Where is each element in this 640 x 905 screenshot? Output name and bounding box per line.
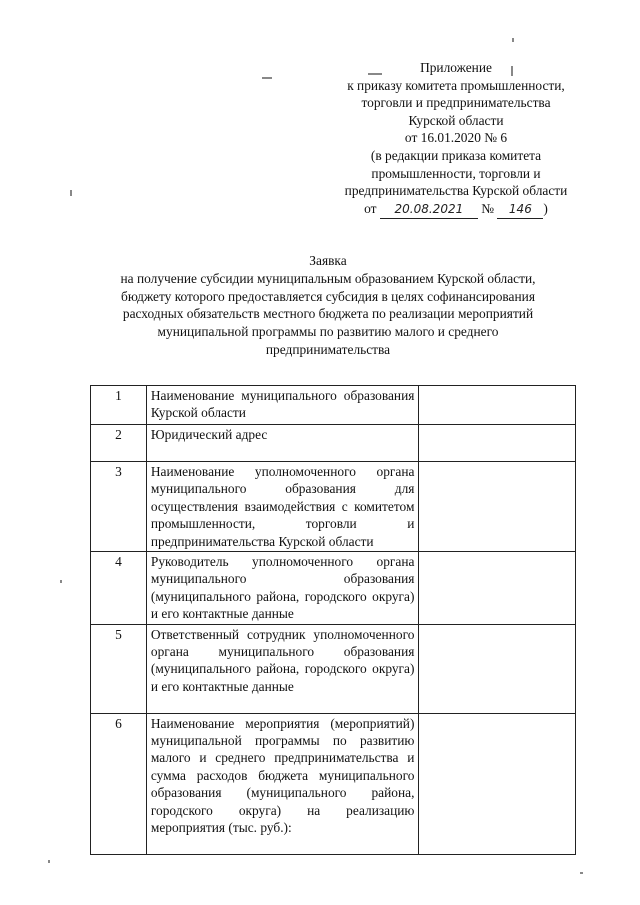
amendment-line [300, 200, 612, 220]
row-label: Юридический адрес [146, 425, 419, 462]
row-number: 4 [91, 552, 147, 625]
title-line: муниципальной программы по развитию малого и среднего [157, 324, 499, 340]
header-line: торговли и предпринимательства [361, 95, 551, 111]
application-table [90, 385, 576, 855]
row-label: Ответственный сотрудник уполномоченного органа муниципального образования (муниципального района, городского округа) и его контактные данные [146, 624, 419, 713]
handwritten-number: 146 [497, 201, 543, 220]
header-line: промышленности, торговли и [371, 165, 541, 181]
row-number: 3 [91, 462, 147, 552]
row-number: 6 [91, 713, 147, 854]
scan-speck [60, 580, 62, 583]
title-line: расходных обязательств местного бюджета по реализации мероприятий [122, 306, 534, 322]
header-line: (в редакции приказа комитета [370, 147, 542, 163]
handwritten-date: 20.08.2021 [380, 201, 478, 220]
row-label: Наименование уполномоченного органа муниципального образования для осуществления взаимодействия с комитетом промышленности, торговли и предпринимательства Курской области [146, 462, 419, 552]
table-row [91, 713, 576, 854]
row-value [419, 713, 576, 854]
header-line: предпринимательства Курской области [344, 183, 568, 199]
header-line: от 16.01.2020 № 6 [404, 130, 508, 146]
table-row [91, 624, 576, 713]
row-number: 1 [91, 386, 147, 425]
row-value [419, 425, 576, 462]
table-row [91, 552, 576, 625]
table-row [91, 425, 576, 462]
application-title [88, 252, 568, 359]
row-label: Наименование муниципального образования Курской области [146, 386, 419, 425]
scan-speck [512, 38, 514, 42]
scan-speck [580, 872, 583, 874]
title-line: на получение субсидии муниципальным образованием Курской области, [120, 270, 536, 286]
title-line: Заявка [309, 253, 347, 268]
row-value [419, 552, 576, 625]
table-row [91, 462, 576, 552]
row-label: Наименование мероприятия (мероприятий) муниципальной программы по развитию малого и среднего предпринимательства и сумма расходов бюджета муниципального образования (муниципального района, городского округа) на реализацию мероприятия (тыс. руб.): [146, 713, 419, 854]
close-paren: ) [543, 200, 548, 216]
row-label: Руководитель уполномоченного органа муниципального образования (муниципального района, городского округа) и его контактные данные [146, 552, 419, 625]
num-label: № [481, 200, 495, 216]
row-value [419, 386, 576, 425]
scan-speck [48, 860, 50, 863]
header-line: Приложение [420, 60, 492, 75]
header-line: Курской области [408, 112, 504, 128]
scan-speck [511, 66, 513, 76]
ot-label: от [364, 200, 377, 216]
row-number: 5 [91, 624, 147, 713]
header-line: к приказу комитета промышленности, [347, 77, 565, 93]
title-line: предпринимательства [265, 341, 391, 357]
scan-speck [262, 77, 272, 79]
scan-speck [368, 73, 382, 75]
appendix-header [300, 59, 612, 219]
row-number: 2 [91, 425, 147, 462]
row-value [419, 624, 576, 713]
title-line: бюджету которого предоставляется субсидия в целях софинансирования [121, 288, 535, 304]
table-row [91, 386, 576, 425]
scan-speck [70, 190, 72, 196]
row-value [419, 462, 576, 552]
